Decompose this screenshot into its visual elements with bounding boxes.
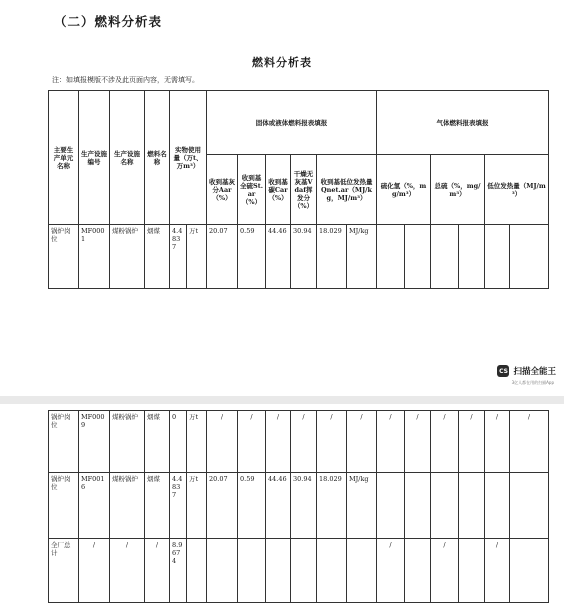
cell-qnet-unit: / bbox=[347, 411, 377, 473]
cell-gas-1 bbox=[377, 473, 405, 539]
cell-fuel: 烟煤 bbox=[145, 473, 170, 539]
cell-gas-3: / bbox=[431, 539, 459, 603]
table-title: 燃料分析表 bbox=[252, 56, 312, 69]
header-lower-heating-value: 低位发热量（MJ/m³） bbox=[485, 155, 549, 225]
scanner-tagline: 3亿人都在用的扫描App bbox=[511, 380, 554, 385]
header-star: 收到基全硫St.ar（%） bbox=[238, 155, 266, 225]
cell-fuel: 烟煤 bbox=[145, 225, 170, 289]
cell-vdaf: / bbox=[291, 411, 317, 473]
cell-star: / bbox=[238, 411, 266, 473]
cell-fuel: / bbox=[145, 539, 170, 603]
cell-facility-id: MF0001 bbox=[79, 225, 110, 289]
cell-qnet-unit bbox=[347, 539, 377, 603]
cell-usage-unit: 万t bbox=[187, 225, 207, 289]
cell-vdaf: 30.94 bbox=[291, 225, 317, 289]
header-facility-id: 生产设施编号 bbox=[79, 91, 110, 225]
cell-gas-2: / bbox=[405, 411, 431, 473]
cell-gas-2 bbox=[405, 225, 431, 289]
cell-gas-4 bbox=[459, 473, 485, 539]
cell-qnet bbox=[317, 539, 347, 603]
cell-vdaf bbox=[291, 539, 317, 603]
header-total-sulfur: 总硫（%，mg/m³） bbox=[431, 155, 485, 225]
cell-gas-4 bbox=[459, 539, 485, 603]
cell-facility-id: MF0009 bbox=[79, 411, 110, 473]
cell-gas-4: / bbox=[459, 411, 485, 473]
section-title: （二）燃料分析表 bbox=[54, 14, 163, 29]
fuel-analysis-table-continued bbox=[48, 410, 549, 603]
cell-gas-5 bbox=[485, 225, 510, 289]
cell-gas-1: / bbox=[377, 539, 405, 603]
cell-gas-5 bbox=[485, 473, 510, 539]
cell-aar: 20.07 bbox=[207, 473, 238, 539]
header-facility-name: 生产设施名称 bbox=[110, 91, 145, 225]
scanner-brand: 扫描全能王 bbox=[513, 367, 556, 377]
cell-usage: 8.9674 bbox=[170, 539, 187, 603]
cell-facility-name: 煤粉锅炉 bbox=[110, 225, 145, 289]
cell-gas-2 bbox=[405, 539, 431, 603]
scanner-watermark bbox=[497, 365, 556, 377]
table-row bbox=[49, 473, 549, 539]
camscanner-icon: CS bbox=[497, 365, 509, 377]
cell-gas-6 bbox=[510, 225, 549, 289]
fuel-analysis-table bbox=[48, 90, 549, 289]
cell-star: 0.59 bbox=[238, 473, 266, 539]
cell-gas-6: / bbox=[510, 411, 549, 473]
cell-unit: 锅炉岗位 bbox=[49, 225, 79, 289]
header-fuel-name: 燃料名称 bbox=[145, 91, 170, 225]
cell-facility-name: / bbox=[110, 539, 145, 603]
table-row bbox=[49, 411, 549, 473]
cell-vdaf: 30.94 bbox=[291, 473, 317, 539]
cell-aar bbox=[207, 539, 238, 603]
cell-qnet-unit: MJ/kg bbox=[347, 225, 377, 289]
cell-star bbox=[238, 539, 266, 603]
cell-aar: / bbox=[207, 411, 238, 473]
note-text: 注：如填报模版不涉及此页面内容，无需填写。 bbox=[52, 76, 199, 84]
cell-usage: 0 bbox=[170, 411, 187, 473]
header-h2s: 硫化氢（%，mg/m³） bbox=[377, 155, 431, 225]
cell-unit: 全厂总计 bbox=[49, 539, 79, 603]
cell-usage: 4.4837 bbox=[170, 473, 187, 539]
header-actual-usage: 实物使用量（万t、万m³） bbox=[170, 91, 207, 225]
cell-gas-5: / bbox=[485, 411, 510, 473]
cell-unit: 锅炉岗位 bbox=[49, 411, 79, 473]
cell-qnet: / bbox=[317, 411, 347, 473]
cell-facility-id: / bbox=[79, 539, 110, 603]
cell-qnet-unit: MJ/kg bbox=[347, 473, 377, 539]
cell-usage-unit bbox=[187, 539, 207, 603]
cell-usage-unit: 万t bbox=[187, 411, 207, 473]
cell-facility-id: MF0016 bbox=[79, 473, 110, 539]
header-unit-name: 主要生产单元名称 bbox=[49, 91, 79, 225]
cell-gas-1: / bbox=[377, 411, 405, 473]
cell-gas-6 bbox=[510, 473, 549, 539]
cell-facility-name: 煤粉锅炉 bbox=[110, 473, 145, 539]
header-qnet: 收到基低位发热量Qnet.ar（MJ/kg，MJ/m³） bbox=[317, 155, 377, 225]
header-aar: 收到基灰分Aar（%） bbox=[207, 155, 238, 225]
cell-unit: 锅炉岗位 bbox=[49, 473, 79, 539]
cell-gas-3: / bbox=[431, 411, 459, 473]
cell-gas-6 bbox=[510, 539, 549, 603]
cell-usage-unit: 万t bbox=[187, 473, 207, 539]
cell-car bbox=[266, 539, 291, 603]
header-vdaf: 干燥无灰基Vdaf挥发分（%） bbox=[291, 155, 317, 225]
header-gas-group: 气体燃料报表填报 bbox=[377, 91, 549, 155]
cell-car: 44.46 bbox=[266, 473, 291, 539]
cell-qnet: 18.029 bbox=[317, 225, 347, 289]
cell-gas-3 bbox=[431, 225, 459, 289]
header-solid-liquid-group: 固体或液体燃料报表填报 bbox=[207, 91, 377, 155]
cell-facility-name: 煤粉锅炉 bbox=[110, 411, 145, 473]
cell-aar: 20.07 bbox=[207, 225, 238, 289]
cell-gas-3 bbox=[431, 473, 459, 539]
header-car: 收到基碳Car（%） bbox=[266, 155, 291, 225]
table-row bbox=[49, 225, 549, 289]
cell-gas-4 bbox=[459, 225, 485, 289]
cell-gas-2 bbox=[405, 473, 431, 539]
cell-star: 0.59 bbox=[238, 225, 266, 289]
cell-fuel: 烟煤 bbox=[145, 411, 170, 473]
cell-usage: 4.4837 bbox=[170, 225, 187, 289]
cell-car: / bbox=[266, 411, 291, 473]
cell-qnet: 18.029 bbox=[317, 473, 347, 539]
cell-gas-5: / bbox=[485, 539, 510, 603]
cell-car: 44.46 bbox=[266, 225, 291, 289]
cell-gas-1 bbox=[377, 225, 405, 289]
table-row-total bbox=[49, 539, 549, 603]
